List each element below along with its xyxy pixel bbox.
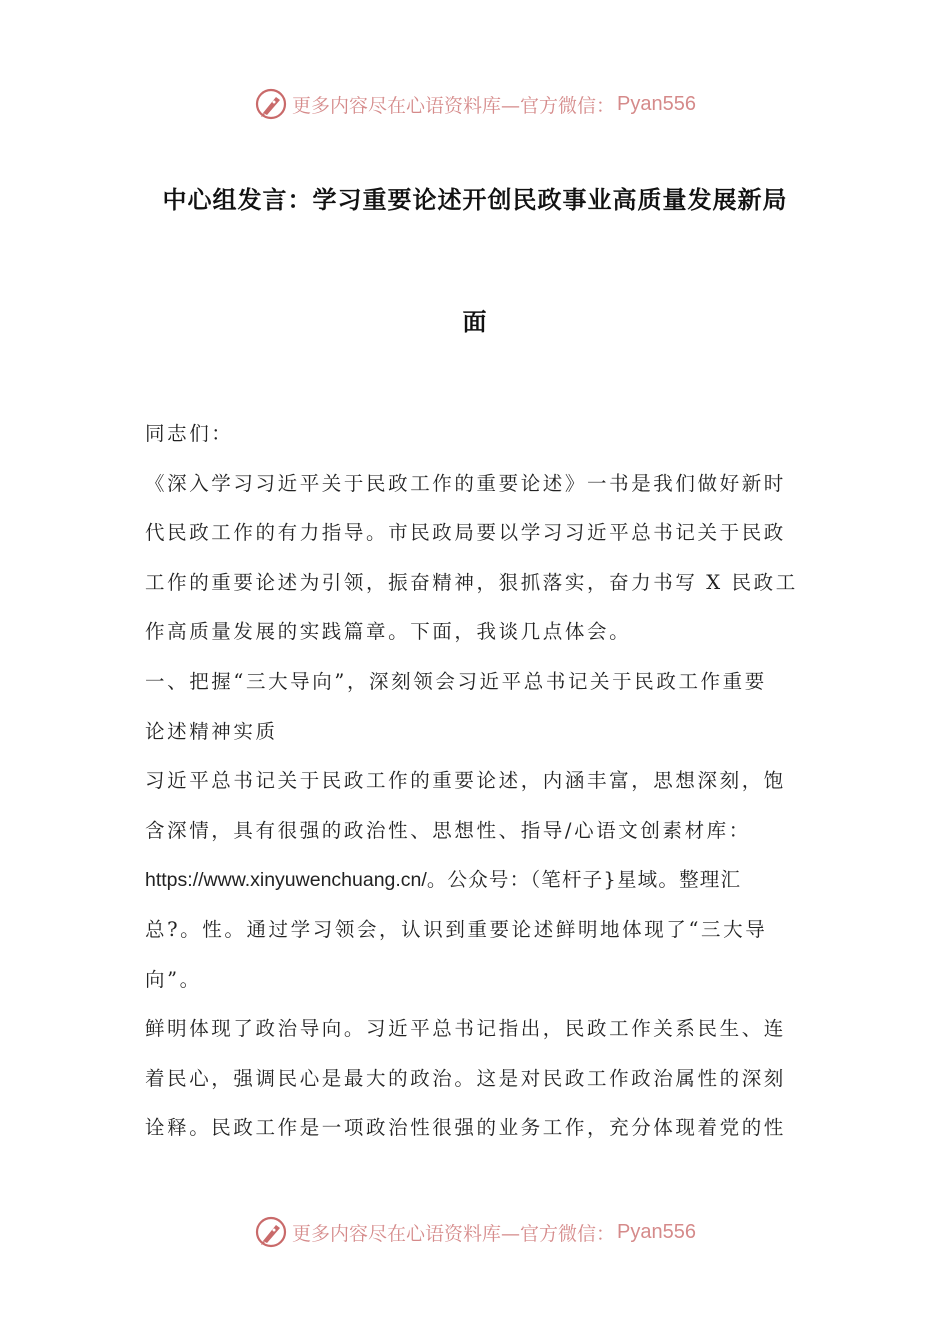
watermark-text: 更多内容尽在心语资料库—官方微信：	[292, 94, 616, 117]
body-line: 总?。性。通过学习领会，认识到重要论述鲜明地体现了“三大导	[145, 917, 768, 941]
section-heading-line: 论述精神实质	[145, 719, 278, 743]
url-line-rest: 。公众号：（笔杆子}星域。整理汇	[426, 868, 742, 892]
body-line: 含深情，具有很强的政治性、思想性、指导/心语文创素材库：	[145, 818, 751, 842]
body-line: 工作的重要论述为引领，振奋精神，狠抓落实，奋力书写 X 民政工	[145, 570, 798, 594]
url-text: https://www.xinyuwenchuang.cn/	[145, 869, 427, 892]
body-line: 鲜明体现了政治导向。习近平总书记指出，民政工作关系民生、连	[145, 1017, 786, 1041]
body-line: 向”。	[145, 967, 202, 991]
document-body	[145, 417, 810, 1161]
body-line: 习近平总书记关于民政工作的重要论述，内涵丰富，思想深刻，饱	[145, 769, 786, 793]
footer-watermark	[0, 1212, 950, 1252]
body-line: 着民心，强调民心是最大的政治。这是对民政工作政治属性的深刻	[145, 1066, 786, 1090]
body-line-greeting: 同志们：	[145, 422, 234, 445]
pen-nib-logo-icon	[254, 87, 288, 121]
body-line-url	[145, 863, 810, 913]
body-line: 诠释。民政工作是一项政治性很强的业务工作，充分体现着党的性	[145, 1116, 786, 1140]
header-watermark	[0, 84, 950, 124]
watermark-wechat-id: Pyan556	[617, 1220, 696, 1243]
body-line: 代民政工作的有力指导。市民政局要以学习习近平总书记关于民政	[145, 521, 786, 545]
pen-nib-logo-icon	[254, 1215, 288, 1249]
watermark-text: 更多内容尽在心语资料库—官方微信：	[292, 1222, 616, 1245]
body-line: 《深入学习习近平关于民政工作的重要论述》一书是我们做好新时	[145, 471, 786, 495]
document-title: 中心组发言：学习重要论述开创民政事业高质量发展新局	[162, 186, 788, 214]
watermark-wechat-id: Pyan556	[617, 92, 696, 115]
body-line: 作高质量发展的实践篇章。下面，我谈几点体会。	[145, 620, 632, 644]
document-title-continuation: 面	[462, 308, 488, 336]
section-heading-line: 一、把握“三大导向”，深刻领会习近平总书记关于民政工作重要	[145, 669, 767, 693]
